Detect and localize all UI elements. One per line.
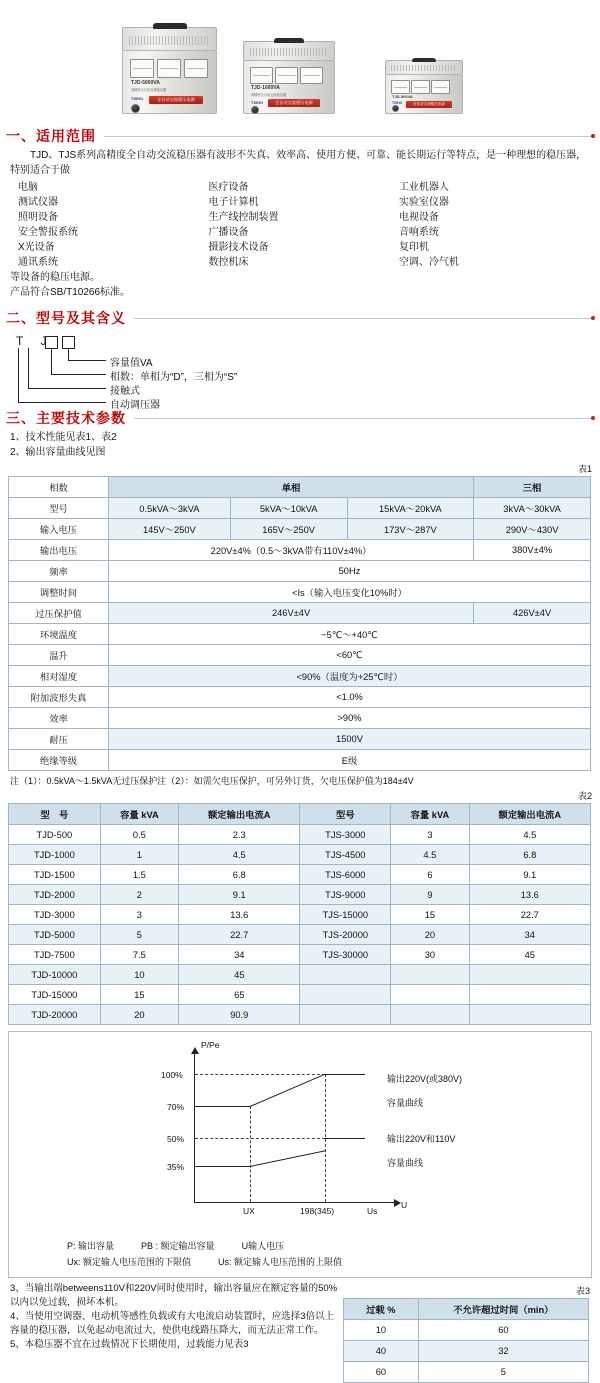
row-label: 输出电压 [9, 540, 109, 561]
row-label: 温升 [9, 645, 109, 666]
col-header: 额定输出电流A [469, 804, 590, 825]
model-code-diagram [0, 332, 600, 411]
leader-line [28, 388, 106, 389]
table-row [9, 965, 591, 985]
table-row [9, 825, 591, 845]
col-header: 不允许超过时间（min） [418, 1299, 588, 1320]
chart-gridline-vertical [250, 1106, 251, 1202]
col-header: 容量 kVA [100, 804, 178, 825]
cell: 173V～287V [347, 519, 474, 540]
row-label: 调整时间 [9, 582, 109, 603]
cell: 5kVA～10kVA [230, 498, 347, 519]
leader-line [28, 348, 29, 388]
leader-line [68, 360, 106, 361]
cell: 2 [100, 885, 178, 905]
cell: 7.5 [100, 945, 178, 965]
heading-rule [134, 418, 594, 419]
row-label: 耐压 [9, 729, 109, 750]
cell: 165V～250V [230, 519, 347, 540]
row-label: 过压保护值 [9, 603, 109, 624]
chart-series-2-segment [195, 1166, 250, 1167]
cell: 1 [100, 845, 178, 865]
cell: 0.5kVA～3kVA [109, 498, 231, 519]
cell: 220V±4%（0.5～3kVA带有110V±4%） [109, 540, 474, 561]
table-row [9, 945, 591, 965]
application-col-2 [208, 180, 398, 270]
model-code-letters: T J [16, 334, 54, 348]
application-item: X光设备 [18, 242, 55, 253]
cell: 290V～430V [474, 519, 591, 540]
chart-x-axis [194, 1202, 394, 1203]
cell [469, 965, 590, 985]
cell: TJS-20000 [300, 925, 391, 945]
cell: 22.7 [179, 925, 300, 945]
application-item: 广播设备 [208, 227, 249, 238]
chart-series-2-segment [325, 1138, 365, 1139]
cell: 30 [391, 945, 469, 965]
cell: 20 [391, 925, 469, 945]
bottom-section [0, 1282, 600, 1383]
cell: 15kVA～20kVA [347, 498, 474, 519]
table1-note: 注（1）：0.5kVA～1.5kVA无过压保护注（2）：如需欠电压保护，可另外订货，欠电压保护值为184±4V [10, 776, 414, 786]
chart-xtick: Us [367, 1206, 378, 1216]
cell: 15 [100, 985, 178, 1005]
table-row [9, 540, 591, 561]
chart-ytick: 70% [167, 1102, 185, 1112]
table-row [9, 624, 591, 645]
chart-xtick: UX [243, 1206, 255, 1216]
cell: 5 [100, 925, 178, 945]
tech-line-2: 2、输出容量曲线见图 [10, 447, 106, 458]
row-label: 绝缘等级 [9, 750, 109, 771]
application-item: 空调、冷气机 [398, 257, 459, 268]
cell: <60℃ [109, 645, 591, 666]
cell [300, 965, 391, 985]
table-row [9, 1005, 591, 1025]
legend-p: P: 输出容量 [67, 1241, 115, 1251]
table-row [9, 582, 591, 603]
cell: 2.3 [179, 825, 300, 845]
cell: 60 [418, 1320, 588, 1341]
cell: <1.0% [109, 687, 591, 708]
leader-line [51, 374, 106, 375]
row-label: 附加波形失真 [9, 687, 109, 708]
cell: 3kVA～30kVA [474, 498, 591, 519]
intro-trailer-1: 等设备的稳压电源。 [10, 272, 100, 283]
application-item: 音响系统 [398, 227, 439, 238]
application-item: 实验室仪器 [398, 197, 449, 208]
cell: 15 [391, 905, 469, 925]
table-row [9, 708, 591, 729]
bottom-notes [0, 1282, 343, 1383]
cell: 380V±4% [474, 540, 591, 561]
application-item: 复印机 [398, 242, 429, 253]
table-row [9, 985, 591, 1005]
chart-legend-text-2 [67, 1255, 342, 1269]
row-label: 环境温度 [9, 624, 109, 645]
application-item: 医疗设备 [208, 182, 249, 193]
table-header-row [9, 804, 591, 825]
unit-model-medium: TJD-1000VA [251, 85, 280, 91]
cell: TJD-15000 [9, 985, 101, 1005]
leader-line [18, 402, 106, 403]
chart-annotation-1: 输出220V(或380V) [387, 1074, 463, 1084]
table-row [9, 750, 591, 771]
cell [300, 985, 391, 1005]
cell: 20 [100, 1005, 178, 1025]
col-header: 额定输出电流A [179, 804, 300, 825]
row-label: 相对湿度 [9, 666, 109, 687]
table-row [9, 666, 591, 687]
cell: 单相 [109, 477, 474, 498]
cell: TJS-6000 [300, 865, 391, 885]
cell: 246V±4V [109, 603, 474, 624]
bottom-note-3: 3、当输出端betweens110V和220V同时使用时，输出容量应在额定容量的50%以内以免过载，损坏本机。 [10, 1283, 338, 1308]
legend-ux: Ux: 额定输人电压范围的下限值 [67, 1257, 192, 1267]
leader-line [51, 348, 52, 374]
cell: 1.5 [100, 865, 178, 885]
section-heading-2 [0, 304, 600, 330]
chart-ytick: 100% [161, 1070, 183, 1080]
table-row [9, 645, 591, 666]
product-unit-medium [243, 41, 335, 114]
product-unit-large [122, 27, 217, 114]
cell: 34 [179, 945, 300, 965]
table-header-row [343, 1299, 588, 1320]
cell [469, 1005, 590, 1025]
cell: TJS-9000 [300, 885, 391, 905]
cell: 4.5 [469, 825, 590, 845]
application-item: 照明设备 [18, 212, 58, 223]
product-photo-band [0, 0, 600, 122]
cell: TJS-30000 [300, 945, 391, 965]
cell: 9.1 [179, 885, 300, 905]
model-code-label-contact: 接触式 [110, 386, 140, 397]
cell: TJS-4500 [300, 845, 391, 865]
table-row [9, 865, 591, 885]
cell: TJS-3000 [300, 825, 391, 845]
unit-sub-medium: 高精度全自动交流稳压器 [251, 93, 287, 97]
unit-model-small: TJD-500VA [392, 94, 413, 99]
application-list [0, 178, 600, 270]
tech-line-1: 1、技术性能见表1、表2 [10, 432, 117, 443]
cell: 3 [100, 905, 178, 925]
cell [391, 1005, 469, 1025]
cell: TJD-500 [9, 825, 101, 845]
chart-gridline [195, 1138, 325, 1139]
chart-x-arrow-icon [394, 1199, 401, 1207]
section-3-title: 主要技术参数 [36, 410, 126, 426]
cell: <90%（温度为+25℃时） [109, 666, 591, 687]
model-code-label-auto: 自动调压器 [110, 400, 160, 411]
table-row [9, 905, 591, 925]
bottom-note-4: 4、当使用空调器、电动机等感性负载或有大电流启动装置时，应选择3倍以上容量的稳压器，以免起动电流过大，使供电线路压降大，而无法正常工作。 [10, 1311, 335, 1336]
bottom-table-wrap [343, 1282, 600, 1383]
capacity-curve-chart [8, 1031, 592, 1278]
legend-pb: PB : 额定输出容量 [141, 1241, 215, 1251]
table1-caption: 表1 [577, 464, 592, 474]
cell: 65 [179, 985, 300, 1005]
col-header: 型 号 [9, 804, 101, 825]
chart-annotation-2: 容量曲线 [387, 1098, 424, 1108]
application-item: 摄影技术设备 [208, 242, 269, 253]
application-item: 生产线控制装置 [208, 212, 279, 223]
chart-annotation-3: 输出220V和110V [387, 1134, 456, 1144]
table-row [9, 603, 591, 624]
application-item: 测试仪器 [18, 197, 58, 208]
cell: 13.6 [469, 885, 590, 905]
bottom-note-5: 5、本稳压器不宜在过载情况下长期使用，过载能力见表3 [10, 1339, 249, 1350]
cell: 10 [343, 1320, 418, 1341]
application-item: 安全警报系统 [18, 227, 78, 238]
application-item: 数控机床 [208, 257, 249, 268]
chart-ytick: 50% [167, 1134, 185, 1144]
application-item: 通讯系统 [18, 257, 58, 268]
heading-rule [134, 318, 594, 319]
chart-ytick: 35% [167, 1162, 185, 1172]
row-label: 效率 [9, 708, 109, 729]
cell: >90% [109, 708, 591, 729]
application-item: 电子计算机 [208, 197, 259, 208]
cell: 32 [418, 1341, 588, 1362]
cell: 4.5 [391, 845, 469, 865]
table-row [343, 1341, 588, 1362]
cell: 4.5 [179, 845, 300, 865]
cell: 60 [343, 1362, 418, 1383]
chart-legend-text [67, 1239, 284, 1253]
cell: <Is（输入电压变化10%时） [109, 582, 591, 603]
chart-series-1-segment [325, 1074, 365, 1075]
application-col-1 [18, 180, 208, 270]
table-row [9, 561, 591, 582]
cell: TJD-1000 [9, 845, 101, 865]
cell: 0.5 [100, 825, 178, 845]
section-2-title: 型号及其含义 [36, 310, 126, 326]
cell: TJD-2000 [9, 885, 101, 905]
application-item: 电视设备 [398, 212, 439, 223]
section-3-num: 三、 [6, 410, 36, 426]
legend-us: Us: 额定输人电压范围的上限值 [218, 1257, 343, 1267]
model-code-label-phase: 相数：单相为“D”，三相为“S” [110, 372, 238, 383]
product-unit-small [385, 60, 463, 114]
cell [469, 985, 590, 1005]
cell: TJD-5000 [9, 925, 101, 945]
leader-line [18, 348, 19, 402]
cell: 10 [100, 965, 178, 985]
cell: −5℃～+40℃ [109, 624, 591, 645]
chart-series-1-segment [195, 1106, 250, 1107]
cell: 145V～250V [109, 519, 231, 540]
table-row [9, 845, 591, 865]
cell: 90.9 [179, 1005, 300, 1025]
col-header: 过载 % [343, 1299, 418, 1320]
cell: 6.8 [469, 845, 590, 865]
cell: TJS-15000 [300, 905, 391, 925]
unit-redlabel-medium: 全自动交流稳压电源 [268, 99, 320, 107]
cell: TJD-1500 [9, 865, 101, 885]
unit-brand-medium: TSINO [251, 100, 264, 105]
cell: 45 [469, 945, 590, 965]
cell: 40 [343, 1341, 418, 1362]
chart-y-arrow-icon [191, 1047, 199, 1054]
model-code-label-capacity: 容量值VA [110, 358, 153, 369]
cell: 6 [391, 865, 469, 885]
cell: 3 [391, 825, 469, 845]
section-1-num: 一、 [6, 128, 36, 144]
table-row [9, 519, 591, 540]
row-label: 输入电压 [9, 519, 109, 540]
application-item: 工业机器人 [398, 182, 449, 193]
leader-line [68, 348, 69, 360]
chart-y-axis [194, 1054, 195, 1202]
cell: 1500V [109, 729, 591, 750]
chart-series-2-segment [250, 1150, 326, 1167]
unit-brand-large: TSINO [131, 96, 144, 101]
col-header: 容量 kVA [391, 804, 469, 825]
cell: 三相 [474, 477, 591, 498]
spec-table-2 [8, 803, 591, 1025]
cell: 34 [469, 925, 590, 945]
cell [391, 985, 469, 1005]
cell: 22.7 [469, 905, 590, 925]
cell [391, 965, 469, 985]
cell: 426V±4V [474, 603, 591, 624]
cell: 5 [418, 1362, 588, 1383]
section-2-num: 二、 [6, 310, 36, 326]
col-header: 型号 [300, 804, 391, 825]
row-label: 型号 [9, 498, 109, 519]
table-row [9, 885, 591, 905]
section-heading-1 [0, 122, 600, 148]
unit-redlabel-large: 全自动交流稳压电源 [149, 96, 203, 104]
unit-sub-large: 高精度全自动交流稳压器 [131, 88, 167, 92]
intro-trailer-2: 产品符合SB/T10266标准。 [10, 287, 131, 298]
application-col-3 [399, 180, 589, 270]
chart-title: P/Pe [201, 1040, 220, 1050]
chart-xtick: 198(345) [300, 1206, 335, 1216]
application-item: 电脑 [18, 182, 38, 193]
cell: TJD-10000 [9, 965, 101, 985]
table-row [9, 729, 591, 750]
unit-model-large: TJD-5000VA [131, 80, 160, 86]
cell: 9 [391, 885, 469, 905]
legend-u: U输人电压 [241, 1241, 285, 1251]
unit-brand-small: TSINO [392, 101, 403, 105]
cell [300, 1005, 391, 1025]
cell: 13.6 [179, 905, 300, 925]
chart-annotation-4: 容量曲线 [387, 1158, 424, 1168]
chart-xlabel: U [401, 1200, 408, 1210]
cell: TJD-20000 [9, 1005, 101, 1025]
table3-caption: 表3 [575, 1286, 590, 1296]
table-row [9, 687, 591, 708]
table-row [343, 1362, 588, 1383]
row-label: 相数 [9, 477, 109, 498]
intro-paragraph: TJD、TJS系列高精度全自动交流稳压器有波形不失真、效率高、使用方便、可靠、能长期运行等特点，是一种理想的稳压器，特别适合于做 [10, 150, 587, 176]
cell: E级 [109, 750, 591, 771]
table2-caption: 表2 [577, 791, 592, 801]
overload-table [343, 1298, 589, 1383]
row-label: 频率 [9, 561, 109, 582]
heading-rule [104, 136, 594, 137]
cell: TJD-3000 [9, 905, 101, 925]
table-row [9, 925, 591, 945]
table-row [9, 477, 591, 498]
chart-gridline [195, 1074, 325, 1075]
unit-redlabel-small: 全自动交流稳压电源 [406, 101, 452, 108]
table-row [343, 1320, 588, 1341]
cell: 9.1 [469, 865, 590, 885]
section-heading-3 [0, 404, 600, 430]
spec-table-1 [8, 476, 591, 771]
cell: 50Hz [109, 561, 591, 582]
cell: TJD-7500 [9, 945, 101, 965]
table-row [9, 498, 591, 519]
cell: 6.8 [179, 865, 300, 885]
chart-series-1-segment [250, 1074, 325, 1107]
cell: 45 [179, 965, 300, 985]
section-1-title: 适用范围 [36, 128, 96, 144]
